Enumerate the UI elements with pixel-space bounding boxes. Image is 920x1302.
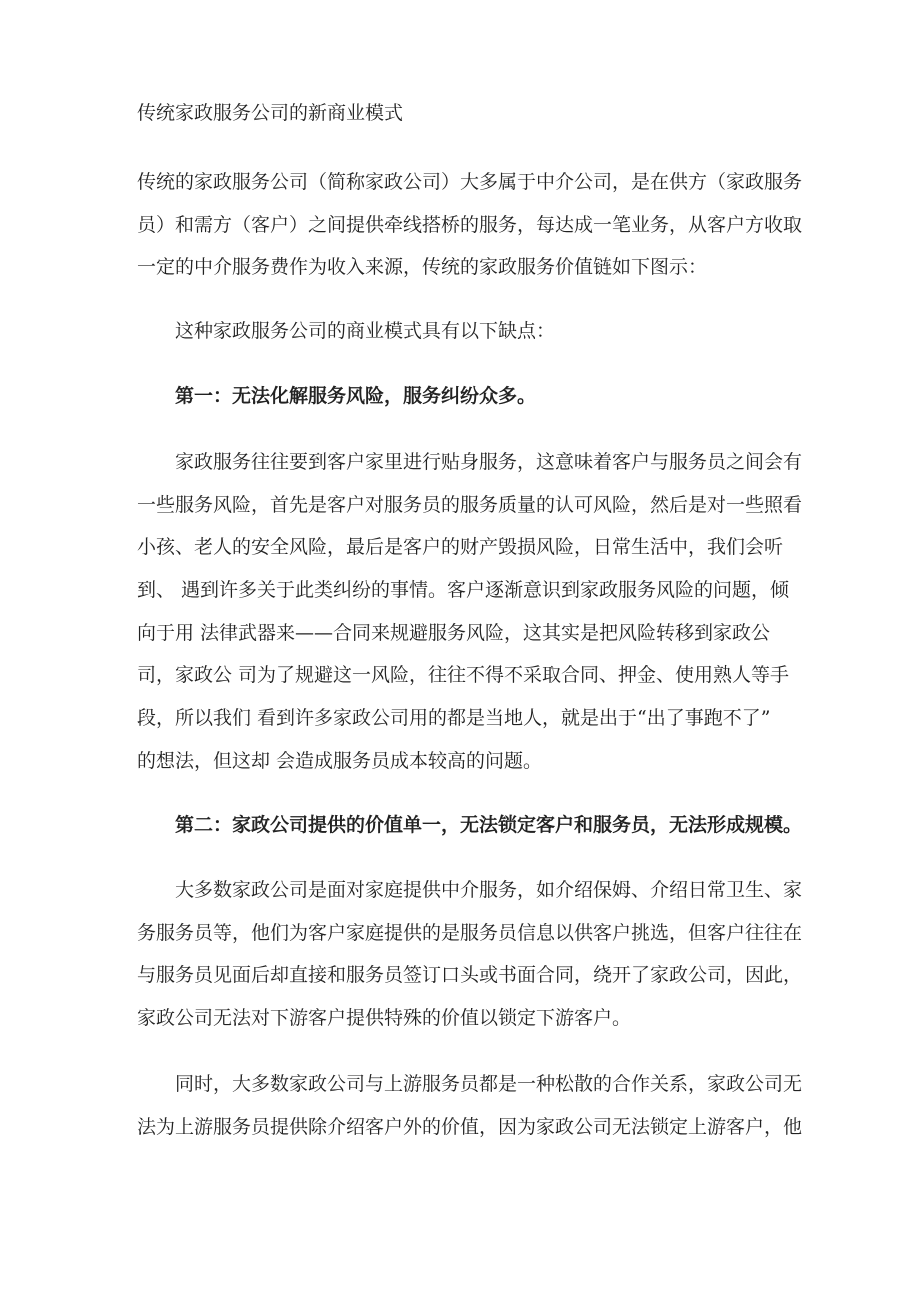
text-line: 同时，大多数家政公司与上游服务员都是一种松散的合作关系，家政公司无 <box>175 1073 803 1095</box>
text-line: 大多数家政公司是面对家庭提供中介服务，如介绍保姆、介绍日常卫生、家 <box>175 879 803 901</box>
text-line: 这种家政服务公司的商业模式具有以下缺点： <box>175 320 556 342</box>
text-line: 家政服务往往要到客户家里进行贴身服务，这意味着客户与服务员之间会有 <box>175 451 803 473</box>
text-line: 务服务员等，他们为客户家庭提供的是服务员信息以供客户挑选，但客户往往在 <box>137 921 803 944</box>
text-line: 的想法，但这却 会造成服务员成本较高的问题。 <box>137 749 543 772</box>
paragraph-downstream <box>137 869 803 1040</box>
heading-text: 第二：家政公司提供的价值单一，无法锁定客户和服务员，无法形成规模。 <box>175 814 803 836</box>
text-line: 一定的中介服务费作为收入来源，传统的家政服务价值链如下图示： <box>137 256 708 279</box>
heading-second <box>137 804 803 847</box>
text-line: 段，所以我们 看到许多家政公司用的都是当地人，就是出于“出了事跑不了” <box>137 707 771 730</box>
text-line: 法为上游服务员提供除介绍客户外的价值，因为家政公司无法锁定上游客户，他 <box>137 1115 803 1138</box>
paragraph-upstream <box>137 1063 803 1148</box>
text-line: 司，家政公 司为了规避这一风险，往往不得不采取合同、押金、使用熟人等手 <box>137 664 790 687</box>
text-line: 员）和需方（客户）之间提供牵线搭桥的服务，每达成一笔业务，从客户方收取 <box>137 213 803 236</box>
text-line: 传统的家政服务公司（简称家政公司）大多属于中介公司，是在供方（家政服务 <box>137 171 803 193</box>
heading-text: 第一：无法化解服务风险，服务纠纷众多。 <box>175 385 537 407</box>
document-title <box>137 92 797 135</box>
text-line: 与服务员见面后却直接和服务员签订口头或书面合同，绕开了家政公司，因此， <box>137 964 803 987</box>
text-line: 小孩、老人的安全风险，最后是客户的财产毁损风险，日常生活中，我们会听 <box>137 536 784 559</box>
heading-first <box>137 375 797 418</box>
text-line: 向于用 法律武器来——合同来规避服务风险，这其实是把风险转移到家政公 <box>137 621 771 644</box>
text-line: 到、 遇到许多关于此类纠纷的事情。客户逐渐意识到家政服务风险的问题，倾 <box>137 579 790 602</box>
text-line: 一些服务风险，首先是客户对服务员的服务质量的认可风险，然后是对一些照看 <box>137 493 803 516</box>
paragraph-risk <box>137 441 803 783</box>
paragraph-intro <box>137 161 803 289</box>
title-text: 传统家政服务公司的新商业模式 <box>137 102 404 124</box>
text-line: 家政公司无法对下游客户提供特殊的价值以锁定下游客户。 <box>137 1007 632 1030</box>
paragraph-shortcomings <box>137 310 797 353</box>
